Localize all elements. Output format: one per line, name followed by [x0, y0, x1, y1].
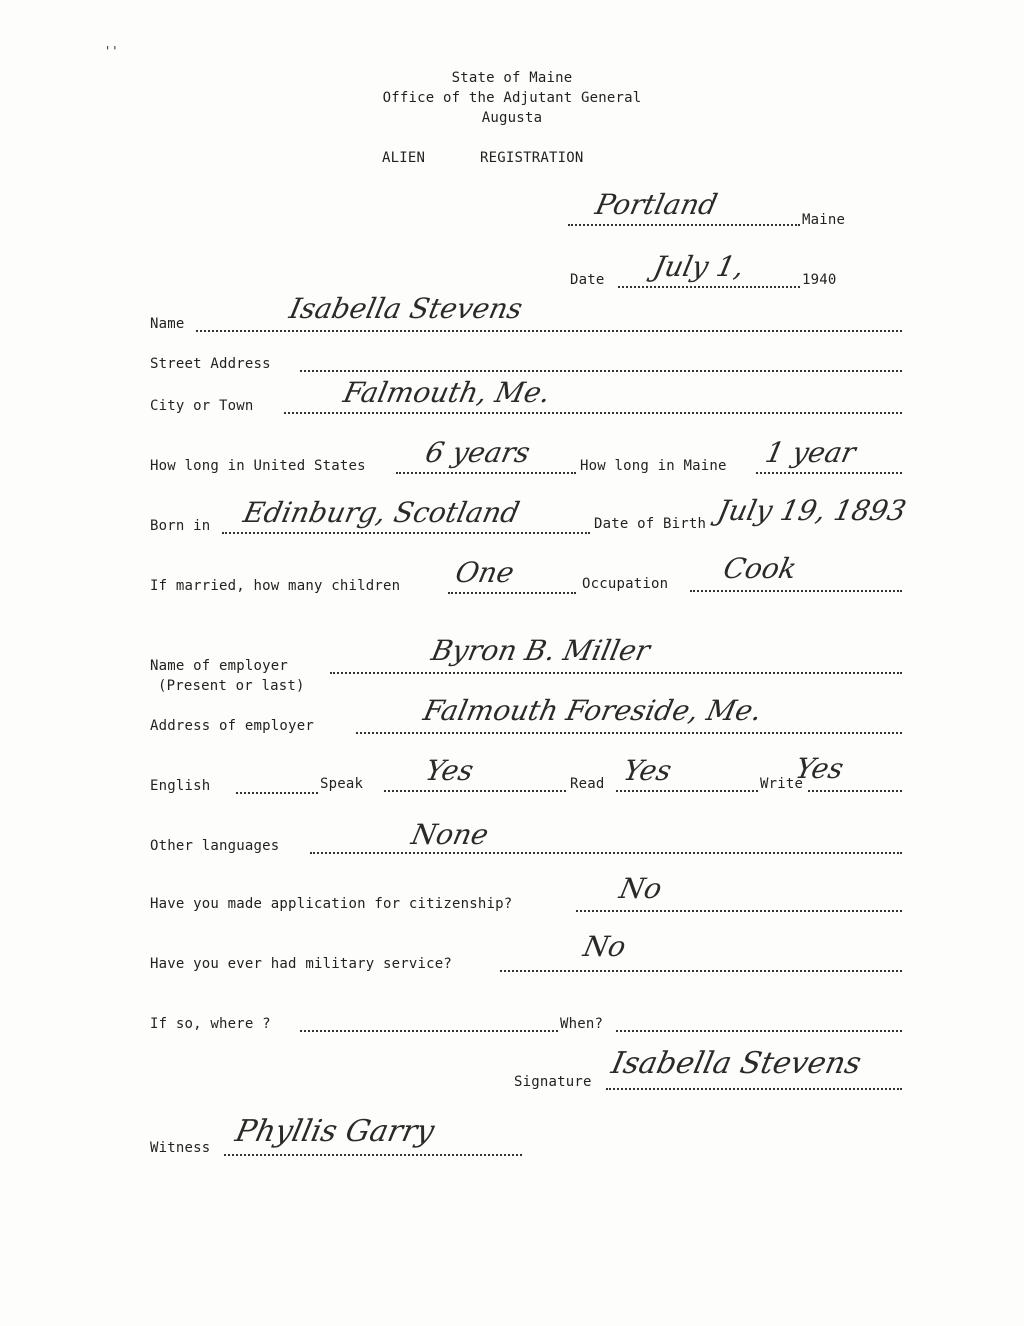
employer-address-dots	[356, 732, 902, 734]
speak-label: Speak	[320, 776, 364, 792]
occupation-label: Occupation	[582, 576, 669, 592]
maine-stay-dots	[756, 472, 902, 474]
maine-stay-value: 1 year	[762, 436, 859, 469]
street-dots	[300, 370, 902, 372]
write-value: Yes	[792, 752, 847, 785]
children-dots	[448, 592, 576, 594]
citizenship-value: No	[616, 872, 665, 905]
place-dots	[568, 224, 800, 226]
witness-value: Phyllis Garry	[232, 1114, 438, 1149]
employer-sublabel: (Present or last)	[158, 678, 305, 694]
speak-dots	[384, 790, 566, 792]
signature-value: Isabella Stevens	[608, 1046, 865, 1081]
children-value: One	[452, 556, 518, 589]
military-value: No	[580, 930, 629, 963]
place-value: Portland	[592, 188, 721, 221]
maine-stay-label: How long in Maine	[580, 458, 727, 474]
citizenship-label: Have you made application for citizenship?	[150, 896, 513, 912]
read-label: Read	[570, 776, 605, 792]
employer-address-value: Falmouth Foreside, Me.	[420, 694, 765, 727]
name-dots	[196, 330, 902, 332]
date-dots	[618, 286, 800, 288]
when-label: When?	[560, 1016, 604, 1032]
header-office: Office of the Adjutant General	[382, 90, 642, 106]
employer-dots	[330, 672, 902, 674]
born-dots	[222, 532, 590, 534]
born-label: Born in	[150, 518, 211, 534]
read-dots	[616, 790, 758, 792]
signature-label: Signature	[514, 1074, 592, 1090]
military-dots	[500, 970, 902, 972]
write-dots	[808, 790, 902, 792]
employer-value: Byron B. Miller	[428, 634, 653, 667]
city-label: City or Town	[150, 398, 254, 414]
other-languages-value: None	[408, 818, 492, 851]
place-suffix: Maine	[802, 212, 846, 228]
read-value: Yes	[620, 754, 675, 787]
date-year: 1940	[802, 272, 837, 288]
street-label: Street Address	[150, 356, 271, 372]
date-label: Date	[570, 272, 605, 288]
name-value: Isabella Stevens	[286, 292, 526, 325]
when-dots	[616, 1030, 902, 1032]
where-label: If so, where ?	[150, 1016, 271, 1032]
employer-label: Name of employer	[150, 658, 289, 674]
signature-dots	[606, 1088, 902, 1090]
children-label: If married, how many children	[150, 578, 401, 594]
header-state: State of Maine	[451, 70, 573, 86]
form-title-alien: ALIEN	[382, 150, 426, 166]
us-stay-label: How long in United States	[150, 458, 366, 474]
employer-address-label: Address of employer	[150, 718, 314, 734]
write-label: Write	[760, 776, 804, 792]
date-value: July 1,	[650, 250, 748, 283]
military-label: Have you ever had military service?	[150, 956, 453, 972]
where-dots	[300, 1030, 558, 1032]
dob-label: Date of Birth	[594, 516, 707, 532]
witness-dots	[224, 1154, 522, 1156]
name-label: Name	[150, 316, 185, 332]
us-stay-dots	[396, 472, 576, 474]
english-dots	[236, 792, 318, 794]
dob-value: July 19, 1893	[714, 494, 910, 527]
us-stay-value: 6 years	[422, 436, 534, 469]
city-dots	[284, 412, 902, 414]
witness-label: Witness	[150, 1140, 211, 1156]
occupation-dots	[690, 590, 902, 592]
city-value: Falmouth, Me.	[340, 376, 554, 409]
other-languages-label: Other languages	[150, 838, 280, 854]
citizenship-dots	[576, 910, 902, 912]
speak-value: Yes	[422, 754, 477, 787]
other-languages-dots	[310, 852, 902, 854]
born-value: Edinburg, Scotland	[240, 496, 523, 529]
header-city: Augusta	[481, 110, 543, 126]
occupation-value: Cook	[720, 552, 800, 585]
form-title-registration: REGISTRATION	[480, 150, 584, 166]
corner-mark: ''	[104, 44, 119, 58]
english-label: English	[150, 778, 211, 794]
